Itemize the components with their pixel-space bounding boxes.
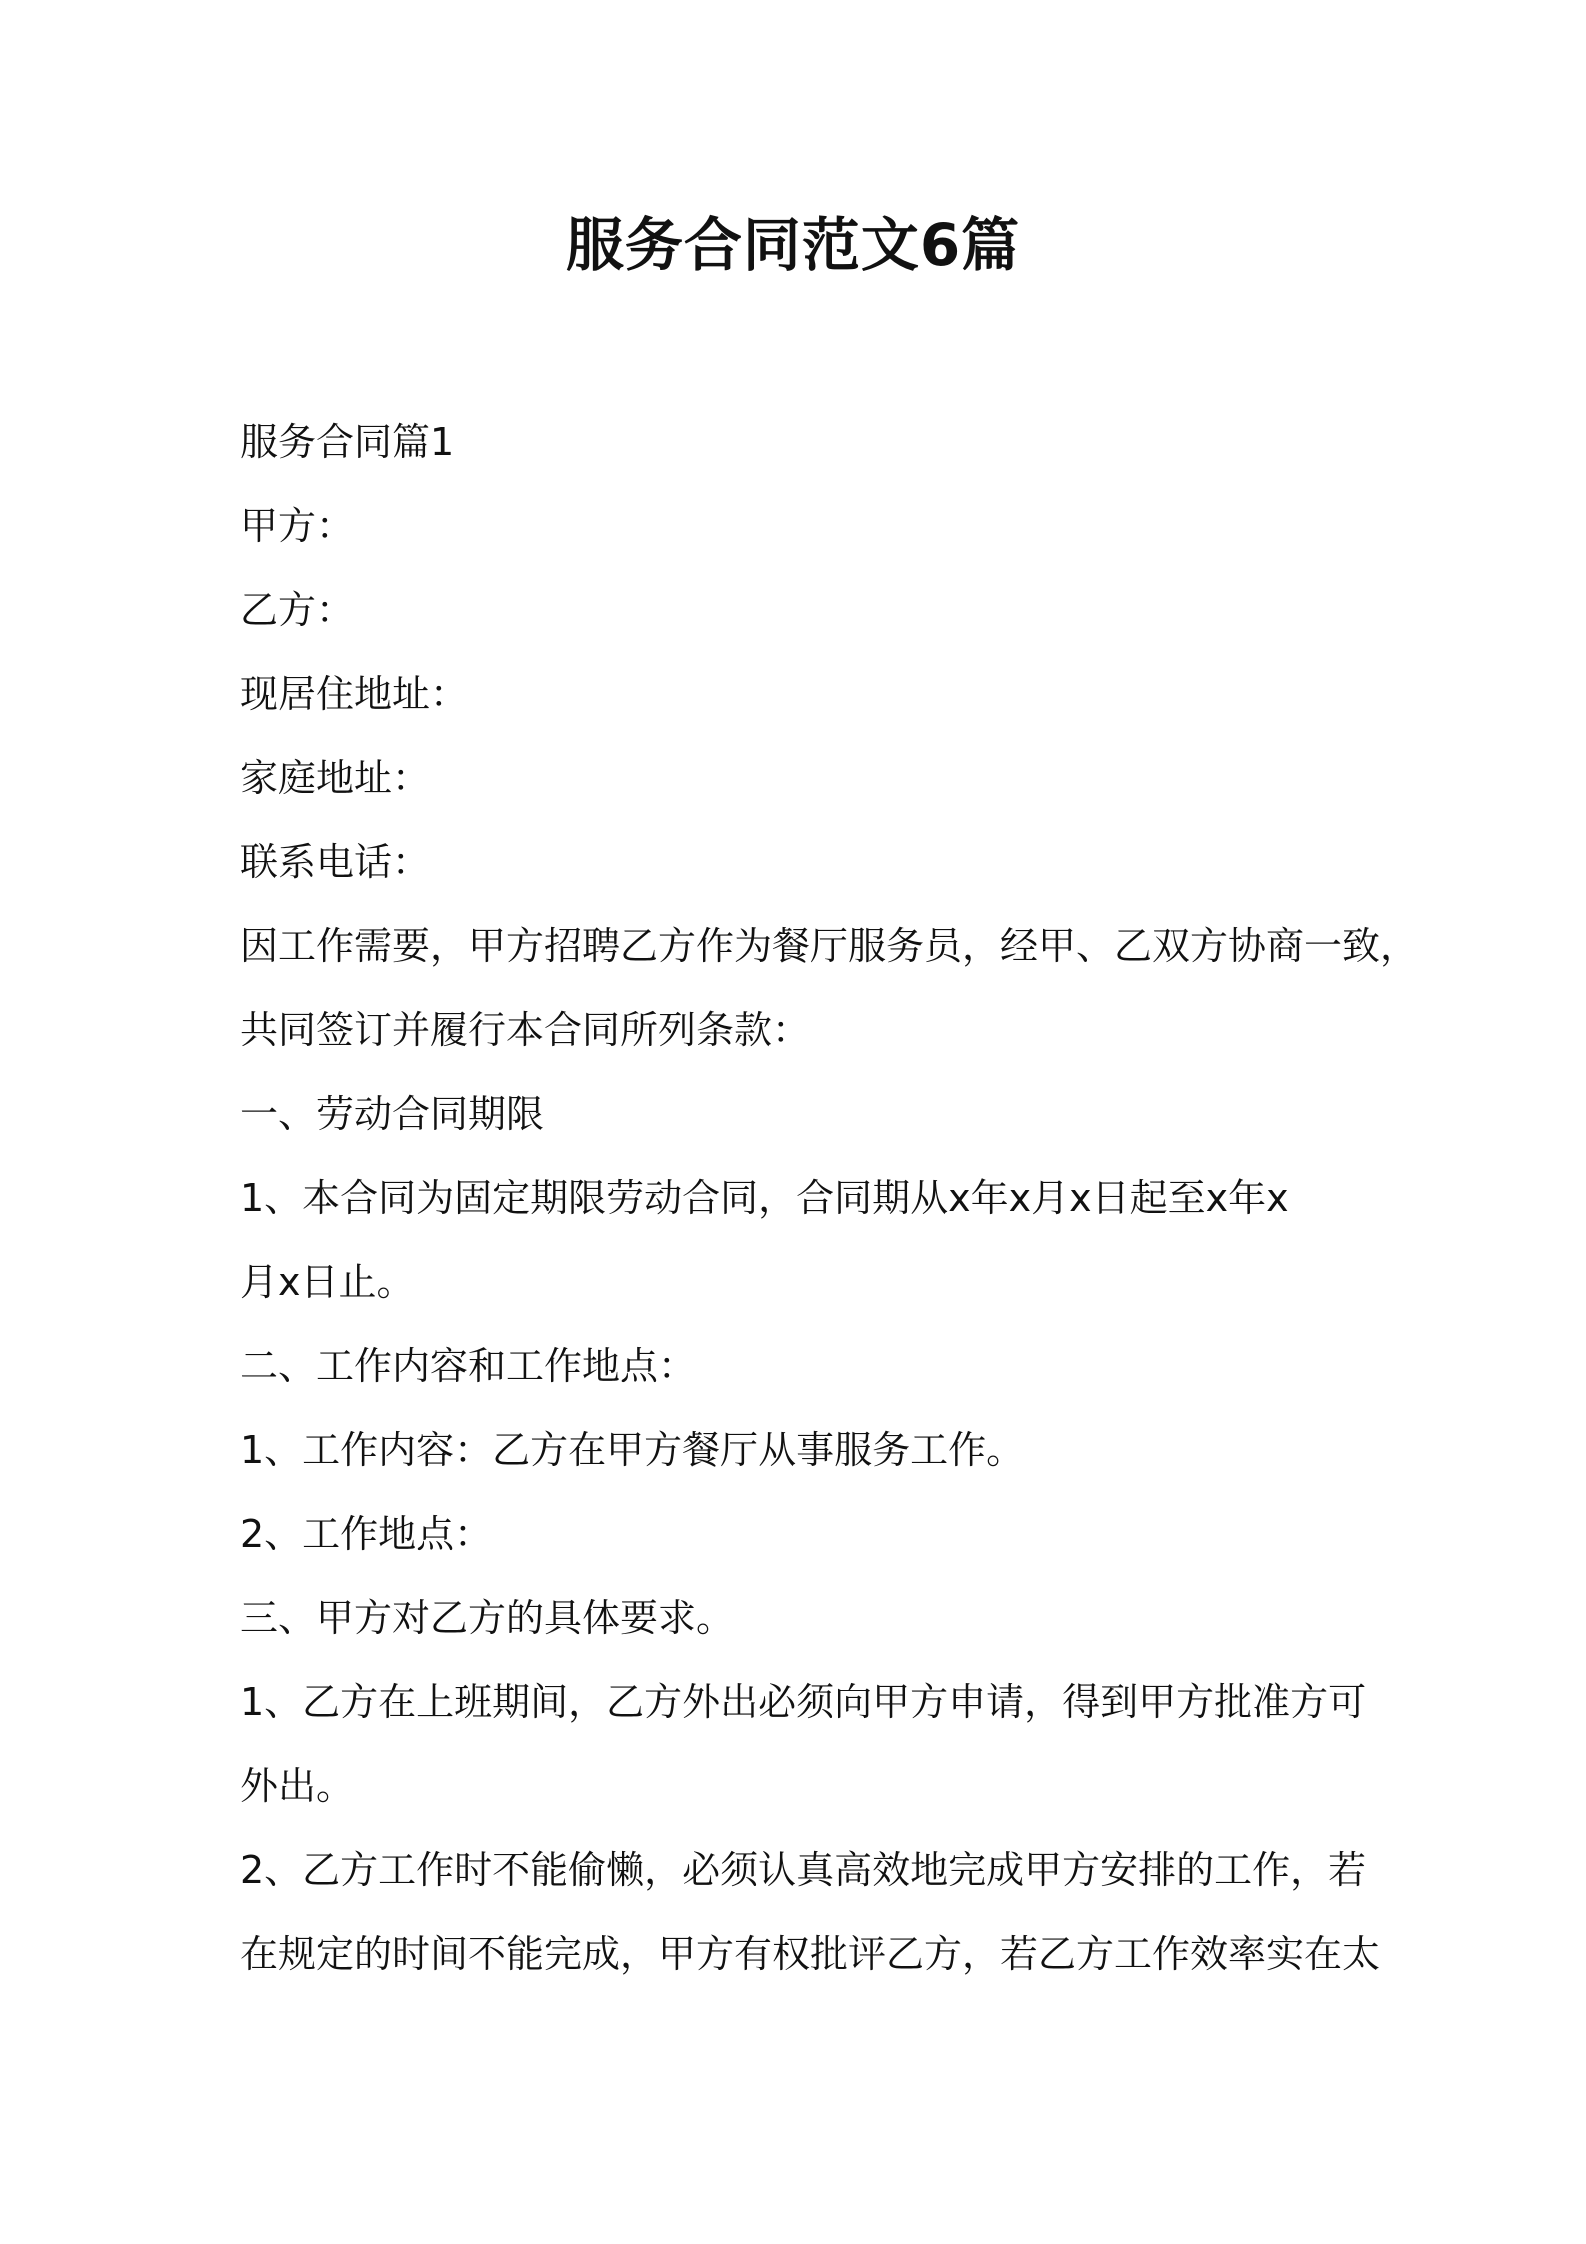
paragraph-line: 1、乙方在上班期间，乙方外出必须向甲方申请，得到甲方批准方可 bbox=[240, 1680, 1367, 1724]
home-address-field: 家庭地址： bbox=[240, 756, 431, 800]
paragraph-line: 1、本合同为固定期限劳动合同，合同期从x年x月x日起至x年x bbox=[240, 1176, 1289, 1220]
paragraph-line: 2、工作地点： bbox=[240, 1512, 493, 1556]
current-address-field: 现居住地址： bbox=[240, 672, 469, 716]
paragraph-line: 2、乙方工作时不能偷懒，必须认真高效地完成甲方安排的工作，若 bbox=[240, 1848, 1367, 1892]
paragraph-line: 在规定的时间不能完成，甲方有权批评乙方，若乙方工作效率实在太 bbox=[240, 1932, 1381, 1976]
paragraph-line: 1、工作内容：乙方在甲方餐厅从事服务工作。 bbox=[240, 1428, 1025, 1472]
section-heading: 服务合同篇1 bbox=[240, 420, 455, 464]
clause-heading: 一、劳动合同期限 bbox=[240, 1092, 545, 1136]
paragraph-line: 月x日止。 bbox=[240, 1260, 415, 1304]
paragraph-line: 因工作需要，甲方招聘乙方作为餐厅服务员，经甲、乙双方协商一致， bbox=[240, 924, 1419, 968]
paragraph-line: 外出。 bbox=[240, 1764, 355, 1808]
clause-heading: 三、甲方对乙方的具体要求。 bbox=[240, 1596, 735, 1640]
document-title: 服务合同范文6篇 bbox=[565, 211, 1021, 279]
document-body bbox=[240, 400, 1419, 1996]
phone-field: 联系电话： bbox=[240, 840, 431, 884]
paragraph-line: 共同签订并履行本合同所列条款： bbox=[240, 1008, 811, 1052]
clause-heading: 二、工作内容和工作地点： bbox=[240, 1344, 697, 1388]
party-b-field: 乙方： bbox=[240, 588, 355, 632]
party-a-field: 甲方： bbox=[240, 504, 355, 548]
